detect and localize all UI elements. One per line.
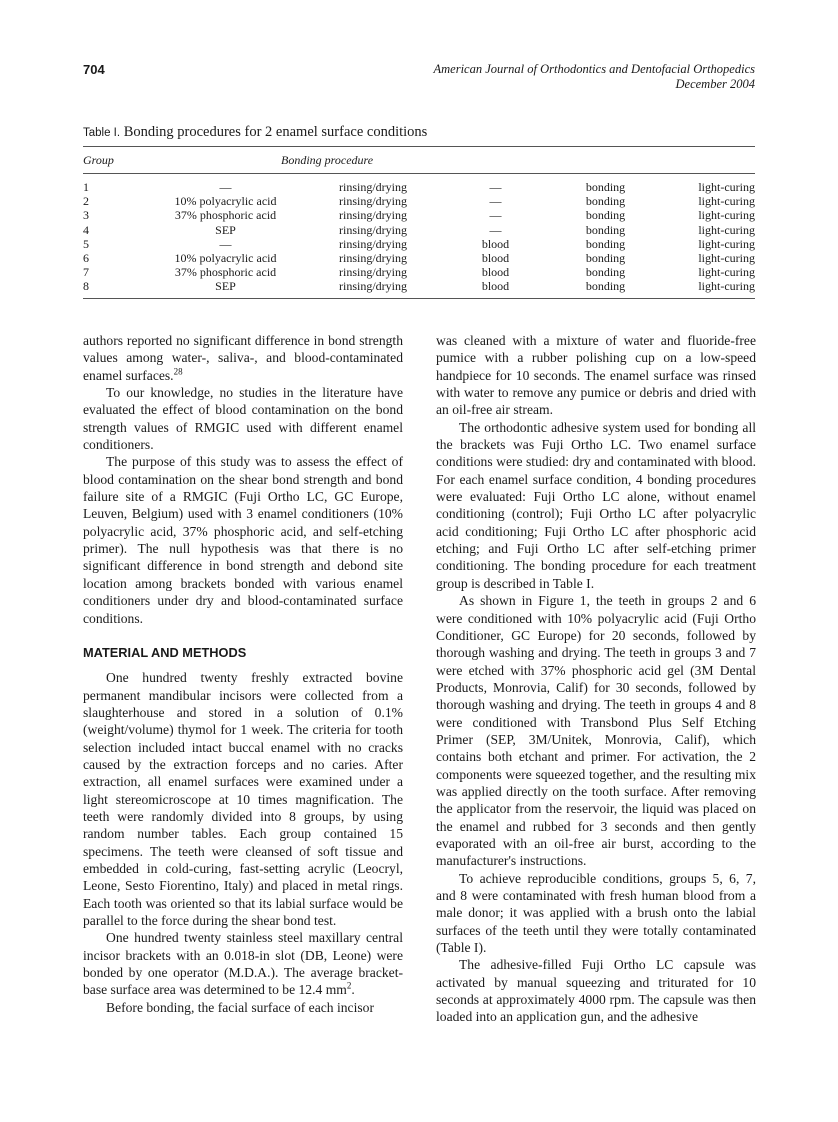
conditioner-cell: 37% phosphoric acid [174,208,277,223]
contamination-cell: blood [481,265,510,280]
left-column [83,332,403,1016]
rinsing-cell: rinsing/drying [339,251,407,266]
section-heading: MATERIAL AND METHODS [83,644,247,660]
table-row [83,208,755,222]
table-row [83,237,755,251]
paragraph: was cleaned with a mixture of water and fluoride-free pumice with a rubber polishing cup on a low-speed handpiece for 10 seconds. The enamel surface was rinsed with water to remove any pumice or debris and dried with an oil-free air stream. [436,333,756,418]
bonding-cell: bonding [585,208,626,223]
group-cell: 6 [83,251,89,266]
rinsing-cell: rinsing/drying [339,180,407,194]
table-row [83,251,755,265]
table-row [83,174,755,195]
table-title: Bonding procedures for 2 enamel surface conditions [123,124,428,140]
running-header [434,62,756,92]
table-caption [83,124,427,141]
bonding-procedures-table [83,146,755,299]
group-cell: 8 [83,279,153,298]
contamination-cell: blood [481,236,510,251]
group-cell: 5 [83,236,89,251]
conditioner-cell: 10% polyacrylic acid [174,194,277,209]
paragraph: The purpose of this study was to assess the effect of blood contamination on the shear bond strength and bond failure site of a RMGIC (Fuji Ortho LC, GC Europe, Leuven, Belgium) used with 3 enamel conditioners (10% polyacrylic acid, 37% phosphoric acid, and self-etching primer). The null hypothesis was that there is no significant difference in bond strength and debond site location among brackets bonded with various enamel conditioners under dry and blood-contaminated surface conditions. [83,454,403,626]
bonding-cell: bonding [585,265,626,280]
conditioner-cell: 10% polyacrylic acid [174,251,277,266]
bonding-cell: bonding [585,222,626,237]
curing-cell: light-curing [668,279,755,298]
right-column [436,332,756,1026]
curing-cell: light-curing [698,180,755,194]
page-number: 704 [83,62,105,77]
conditioner-cell: — [219,180,232,194]
curing-cell: light-curing [698,222,755,237]
paragraph: authors reported no significant difference in bond strength values among water-, saliva-, and blood-contaminated enamel surfaces.$^{28}$ [83,333,403,383]
issue-date: December 2004 [675,77,755,91]
conditioner-cell: SEP [215,222,236,237]
contamination-cell: — [489,208,502,223]
rinsing-cell: rinsing/drying [339,208,407,223]
paragraph: Before bonding, the facial surface of each incisor [106,999,374,1015]
rinsing-cell: rinsing/drying [339,265,407,280]
curing-cell: light-curing [698,265,755,280]
contamination-cell: — [489,180,502,194]
bonding-cell: bonding [585,236,626,251]
table-row [83,223,755,237]
bonding-cell: bonding [585,194,626,209]
rinsing-cell: rinsing/drying [339,236,407,251]
curing-cell: light-curing [698,236,755,251]
citation: 28 [173,366,183,377]
conditioner-cell: 37% phosphoric acid [174,265,277,280]
contamination-cell: — [489,194,502,209]
header-procedure: Bonding procedure [281,152,374,167]
rinsing-cell: rinsing/drying [298,279,448,298]
paragraph: One hundred twenty freshly extracted bovine permanent mandibular incisors were collected from a slaughterhouse and stored in a solution of 0.1% (weight/volume) thymol for 1 week. The criteria for tooth selection included intact buccal enamel with no cracks caused by the extraction forceps and no caries. After extraction, all enamel surfaces were examined under a light stereomicroscope at 10 times magnification. The teeth were randomly divided into 8 groups, by using random number tables. Each group contained 15 specimens. The teeth were cleansed of soft tissue and embedded in cold-curing, fast-setting acrylic (Leocryl, Leone, Sesto Fiorentino, Italy) and placed in metal rings. Each tooth was oriented so that its labial surface would be parallel to the force during the shear bond test. [83,670,403,928]
table-row [83,194,755,208]
paragraph: One hundred twenty stainless steel maxillary central incisor brackets with an 0.018-in slot (DB, Leone) were bonded by one operator (M.D.A.). The average bracket-base surface area was determined to be 12.4 $mm^2$. [83,930,403,998]
header-group: Group [83,152,114,167]
bonding-cell: bonding [543,279,668,298]
bonding-cell: bonding [585,251,626,266]
paragraph: As shown in Figure 1, the teeth in groups 2 and 6 were conditioned with 10% polyacrylic acid (Fuji Ortho Conditioner, GC Europe) for 20 seconds, followed by thorough washing and drying. The teeth in groups 3 and 7 were etched with 37% phosphoric acid gel (3M Dental Products, Monrovia, Calif) for 30 seconds, followed by thorough washing and drying. The teeth in groups 4 and 8 were conditioned with Transbond Plus Self Etching Primer (SEP, 3M/Unitek, Monrovia, Calif), which contains both etchant and primer. For activation, the 2 components were squeezed together, and the resulting mix was applied directly on the tooth surface. After removing the applicator from the reservoir, the liquid was placed on the enamel and rubbed for 3 seconds and then gently evaporated with an oil-free air burst, according to the manufacturer's instructions. [436,593,756,869]
paragraph: The adhesive-filled Fuji Ortho LC capsule was activated by manual squeezing and triturated for 10 seconds at approximately 4000 rpm. The capsule was then loaded into an application gun, and the adhesive [436,957,756,1025]
paragraph: To our knowledge, no studies in the literature have evaluated the effect of blood contamination on the bond strength values of RMGIC used with different enamel conditioners. [83,385,403,453]
contamination-cell: blood [481,251,510,266]
table-row [83,265,755,279]
contamination-cell: — [489,222,502,237]
bonding-cell: bonding [585,180,626,194]
journal-title: American Journal of Orthodontics and Dentofacial Orthopedics [433,62,755,76]
curing-cell: light-curing [698,208,755,223]
group-cell: 2 [83,194,89,209]
rinsing-cell: rinsing/drying [339,222,407,237]
group-cell: 1 [83,180,89,194]
conditioner-cell: — [219,236,232,251]
curing-cell: light-curing [698,194,755,209]
conditioner-cell: SEP [153,279,298,298]
group-cell: 3 [83,208,89,223]
table-label: Table I. [83,127,121,139]
paragraph: The orthodontic adhesive system used for bonding all the brackets was Fuji Ortho LC. Two enamel surface conditions were studied: dry and contaminated with blood. For each enamel surface condition, 4 bonding procedures were evaluated: Fuji Ortho LC alone, without enamel conditioning (control); Fuji Ortho LC after polyacrylic acid conditioning; Fuji Ortho LC after phosphoric acid etching; and Fuji Ortho LC after self-etching primer conditioning. The bonding procedure for each treatment group is described in Table I. [436,419,756,591]
rinsing-cell: rinsing/drying [339,194,407,209]
group-cell: 7 [83,265,89,280]
table-row [83,279,755,298]
group-cell: 4 [83,222,89,237]
paragraph: To achieve reproducible conditions, groups 5, 6, 7, and 8 were contaminated with fresh human blood from a male donor; it was applied with a brush onto the labial surfaces of the teeth until they were totally contaminated (Table I). [436,870,756,956]
contamination-cell: blood [448,279,543,298]
curing-cell: light-curing [698,251,755,266]
